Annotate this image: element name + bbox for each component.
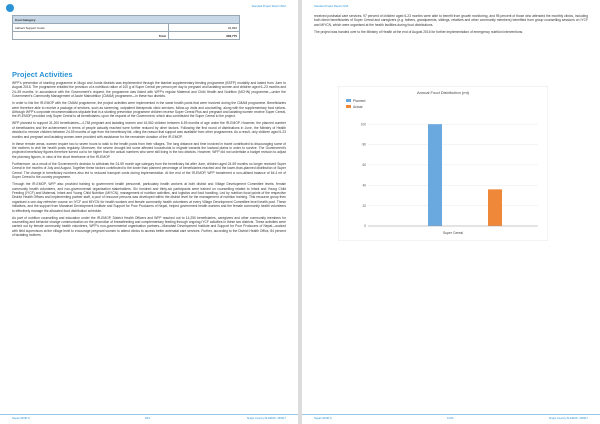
right-page-header [302, 4, 600, 14]
cost-table-header-row [13, 16, 240, 24]
header-title: Standard Project Report 2016 [251, 5, 286, 8]
cost-total-label: Total [13, 32, 169, 40]
cost-table [12, 15, 240, 40]
footer-right: Single Country IR-EMOP- 200917 [548, 416, 588, 420]
cost-row-value: 22,840 [168, 24, 239, 32]
x-tick-label: Super Cereal [443, 231, 463, 235]
legend-swatch-planned [346, 99, 351, 102]
bar-planned [428, 124, 442, 226]
y-tick-label: 80 [362, 142, 366, 147]
cost-table-header: Cost Category [13, 16, 240, 24]
left-page-footer [0, 414, 298, 420]
y-tick-label: 60 [362, 163, 366, 168]
paragraph: received postnatal care services, 97 percent of children aged 6-23 months were able to benefit from growth monitoring, and 95 percent of those who attended the monthly clinics, including both direct beneficiaries of Super Cereal and caregivers (e.g. fathers, grandparents, siblings, relatives and other community members) benefited from group counselling sessions on IYCF and MIYCN, which were organised at the health facilities during food distributions. [314, 14, 588, 27]
y-tick-label: 40 [362, 183, 366, 188]
left-body-text [12, 81, 286, 411]
y-tick-label: 100 [360, 122, 366, 127]
page-number: 9/16 [145, 416, 151, 420]
food-distribution-chart [338, 86, 548, 241]
paragraph: WFP's prevention of stunting programme in Mugu and Jumla districts was implemented through the blanket supplementary feeding programme (BSFP) modality and lasted from June to August 2016. The programme entailed the provision of a nutritious ration of 100 g of Super Cereal per person per day to pregnant and lactating women and children aged 6–23 months and 24–59 months. In accordance with the Government's request, the programme was linked with WFP's regular Maternal and Child Health and Nutrition (MCHN) programme—under the Government's Community Management of Acute Malnutrition (CMAM) programme—in these two districts. [12, 81, 286, 99]
page-number: 10/16 [447, 416, 454, 420]
paragraph: In these remote areas, women require two to seven hours to walk to the health posts from their villages. The long distance and time involved in travel contributed to discouraging some of the mothers to visit the health posts regularly. Moreover, the severe drought led some affected households to migrate towards the lowland plains in order to survive. The Government's projected beneficiary figures therefore turned out to be higher than the actual numbers who were still living in the two districts. However, WFP did not undertake a budget revision to adjust the planning figures, in view of the short timeframe of the IR-EMOP. [12, 141, 286, 159]
paragraph: In order to link the IR-EMOP with the CMAM programme, the project activities were implemented in the same health posts that were involved during the CMAM programme. Beneficiaries were therefore able to receive a package of services, such as screening, outpatient therapeutic clinic services, follow-up visits and counselling, along with the supplementary food rations. Although WFP's corporate recommendations stipulate that in a stunting prevention programme children receive Super Cereal Plus and pregnant and lactating women receive Super Cereal, the IR-EMOP provided only Super Cereal to all beneficiaries, upon the request of the Government, which also contributed the Super Cereal to the project. [12, 101, 286, 119]
table-row [13, 24, 240, 32]
paragraph: The project was handed over to the Ministry of Health at the end of August 2016 for further implementation of emergency nutrition interventions. [314, 29, 524, 34]
paragraph: As part of nutrition counselling and education under the IR-EMOP, District Health Officers and WFP reached out to 14,250 beneficiaries, caregivers and other community members for counselling and behavior change communication on the promotion of breastfeeding and complementary feeding through ongoing IYCF activities in these two districts. These activities were carried out by female community health volunteers, WFP's non-governmental organisation partners—Manahari Development Institute and Support for Poor Producers of Nepal—worked with field supervisors at the village level to encourage pregnant women to attend clinics to access better antenatal care services. Further, according to the District Health Office, 84 percent of lactating mothers [12, 215, 286, 238]
paragraph: Through the IR-EMOP, WFP also provided training to government health personnel, particularly health workers at both district and Village Development Committee levels, female community health volunteers, and non-governmental organisation stakeholders. Six hundred and thirty-six participants were trained on counselling related to Infant and Young Child Feeding (IYCF) and Maternal, Infant and Young Child Nutrition (MIYCN), management of nutrition activities, and logistics and food handling. Led by nutrition focal points of the respective District Health Offices and implementing partner staff, a pool of resource persons was developed within the district level for the management of nutrition training. This resource group then organised a one-day refresher course on IYCF and MIYCN for health workers and female community health volunteers at every Village Development Committee level health post. These initiatives, and the support from Manahari Development Institute and Support for Poor Producers of Nepal, helped government health workers and the female community health volunteers to effectively manage the allocated food distribution schedule. [12, 182, 286, 213]
header-title: Standard Project Report 2016 [314, 5, 349, 8]
footer-left: Nepal (200917) [314, 416, 332, 420]
left-page-header [0, 4, 298, 14]
right-page-footer [302, 414, 600, 420]
footer-right: Single Country IR-EMOP- 200917 [246, 416, 286, 420]
y-tick-label: 0 [364, 224, 366, 229]
paragraph: Furthermore, as a result of the Government's decision to withdraw the 24-59 month age category from the beneficiary list after June, children aged 24-59 months no longer received Super Cereal in the months of July and August. Together these factors contributed to the lower than planned percentage of beneficiaries reached and the lower-than-planned distribution of Super Cereal. The change in beneficiary numbers also led to reduced transport costs during implementation. At the end of the IR-EMOP, WFP transferred a non-utilised balance of 64.4 mt of Super Cereal to the country programme. [12, 161, 286, 180]
left-page [0, 0, 298, 424]
cost-row-label: Indirect Support Costs [13, 24, 169, 32]
footer-left: Nepal (200917) [12, 416, 30, 420]
cost-table-total-row [13, 32, 240, 40]
section-title: Project Activities [12, 70, 73, 79]
legend-actual: Actual [353, 105, 363, 109]
paragraph: WFP planned to support 31,200 beneficiaries—4,738 pregnant and lactating women and 16,562 children between 6-59 months of age under the IR-EMOP. However, the planned number of beneficiaries and the achievement in terms of people actually reached were further reduced by other factors. Following the first round of distributions in June, the Ministry of Health decided to remove children between 24-59 months of age from the beneficiary list, citing the reason that support was available from other programmes. As a result, only children aged 6-23 months and pregnant and lactating women were provided with assistance for the remainder duration of the IR-EMOP. [12, 121, 286, 139]
bar-actual [488, 189, 502, 226]
cost-total-value: 308,775 [168, 32, 239, 40]
right-page [302, 0, 600, 424]
chart-frame [338, 86, 548, 241]
right-body-text [314, 14, 588, 37]
wfp-logo-icon [6, 4, 14, 12]
legend-swatch-actual [346, 105, 351, 108]
chart-title: Annual Food Distribution (mt) [416, 90, 470, 95]
legend-planned: Planned [353, 99, 366, 103]
y-tick-label: 20 [362, 203, 366, 208]
